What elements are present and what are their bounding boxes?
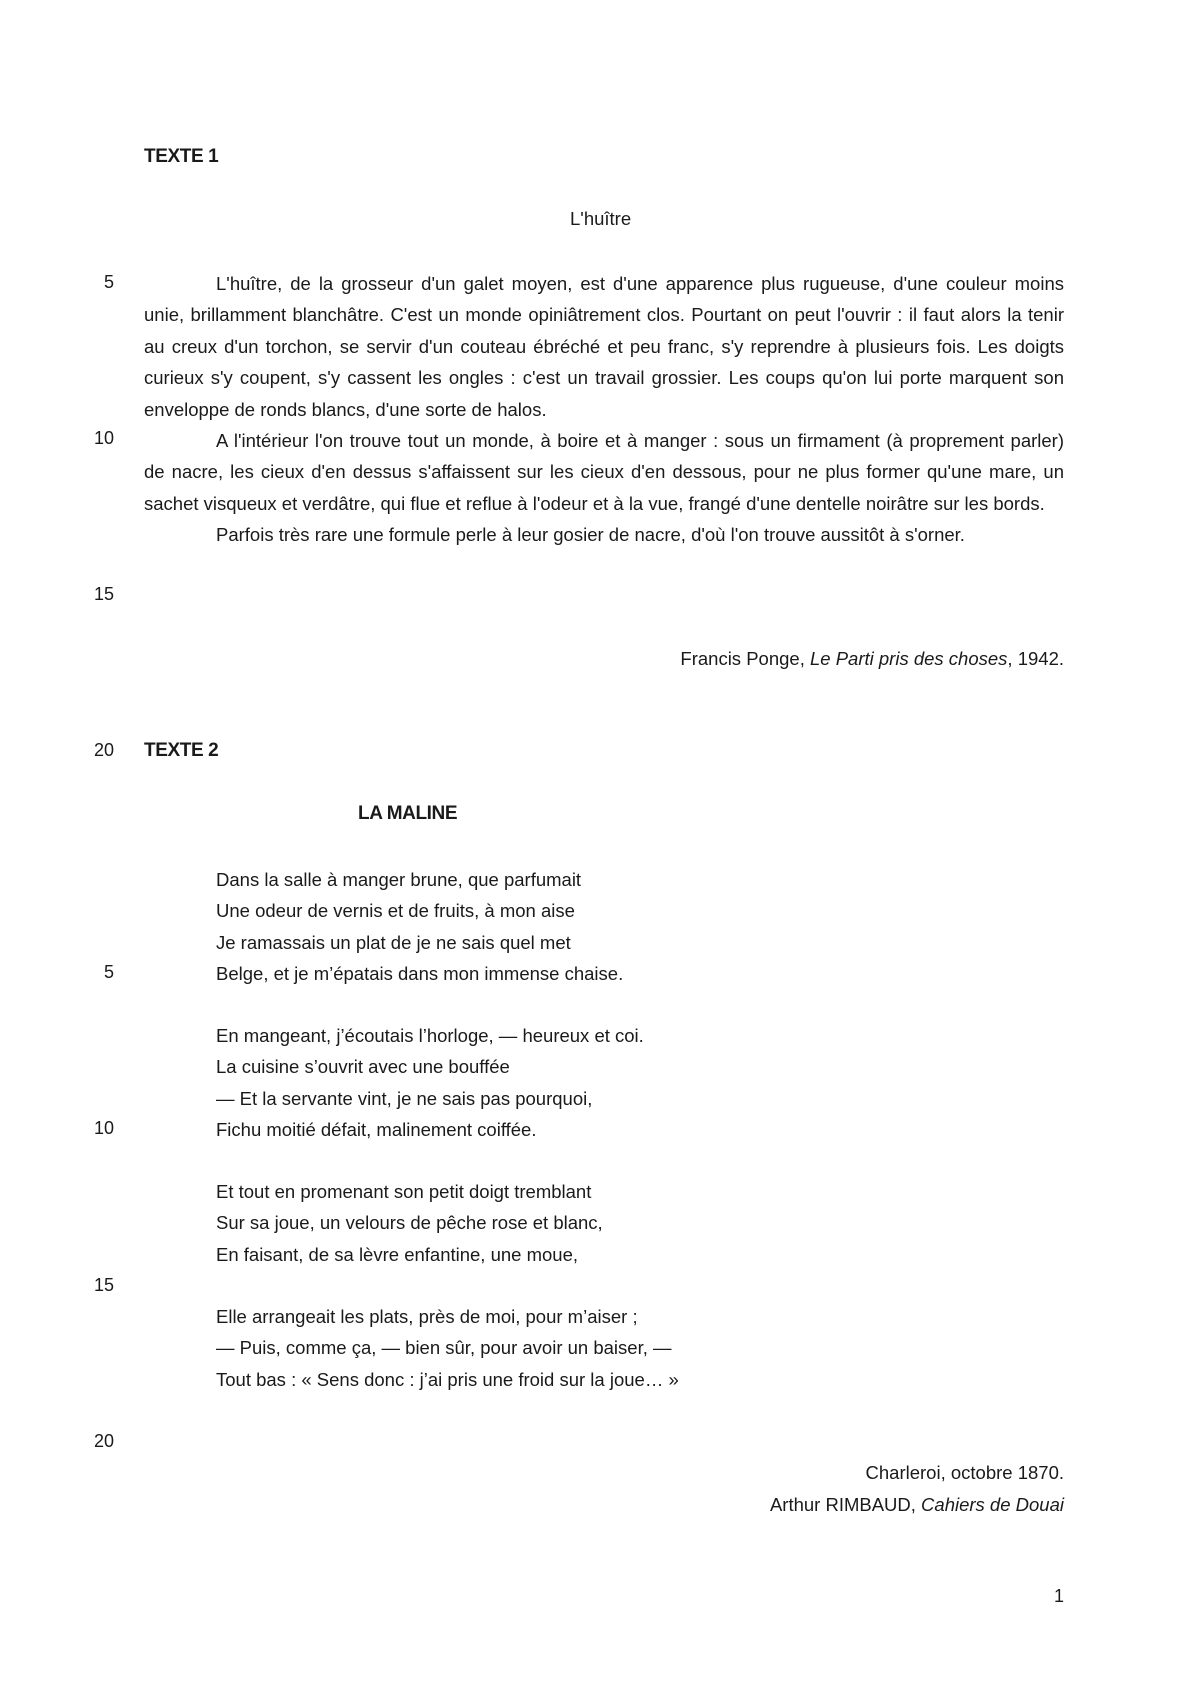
stanza — [216, 1301, 679, 1395]
citation-work: Le Parti pris des choses — [809, 648, 1008, 669]
text1-title: L'huître — [570, 208, 632, 229]
verse-line: Sur sa joue, un velours de pêche rose et blanc, — [216, 1212, 603, 1234]
line-number: 20 — [93, 740, 114, 760]
text2-label: TEXTE 2 — [144, 740, 219, 761]
text1-citation — [680, 648, 1064, 670]
line-number: 10 — [93, 1118, 114, 1138]
stanza — [216, 864, 623, 990]
verse-line: La cuisine s’ouvrit avec une bouffée — [216, 1056, 510, 1078]
stanza — [216, 1020, 644, 1146]
text1-label: TEXTE 1 — [144, 146, 219, 167]
verse-line: — Et la servante vint, je ne sais pas pourquoi, — [216, 1087, 593, 1109]
citation-author: Arthur RIMBAUD, — [769, 1494, 922, 1515]
page-number: 1 — [1053, 1586, 1064, 1606]
verse-line: En faisant, de sa lèvre enfantine, une moue, — [216, 1243, 579, 1265]
line-number: 10 — [93, 428, 114, 448]
verse-line: Dans la salle à manger brune, que parfumait — [216, 869, 582, 890]
line-number: 20 — [93, 1431, 114, 1451]
stanza — [216, 1176, 603, 1270]
line-number: 15 — [93, 1275, 114, 1295]
text1-body — [144, 268, 1064, 551]
paragraph: A l'intérieur l'on trouve tout un monde, à boire et à manger : sous un firmament (à proprement parler) de nacre, les cieux d'en dessus s'affaissent sur les cieux d'en dessous, pour ne plus former qu'une mare, un sachet visqueux et verdâtre, qui flue et reflue à l'odeur et à la vue, frangé d'une dentelle noirâtre sur les bords. — [144, 430, 1064, 514]
verse-line: Elle arrangeait les plats, près de moi, pour m’aiser ; — [216, 1306, 638, 1327]
verse-line: — Puis, comme ça, — bien sûr, pour avoir un baiser, — — [216, 1337, 672, 1359]
line-number: 15 — [93, 584, 114, 604]
text2-title: LA MALINE — [358, 803, 458, 824]
line-number: 5 — [103, 962, 114, 982]
paragraph: Parfois très rare une formule perle à leur gosier de nacre, d'où l'on trouve aussitôt à s'orner. — [216, 524, 965, 546]
text2-citation — [770, 1494, 1064, 1516]
verse-line: Belge, et je m’épatais dans mon immense chaise. — [216, 963, 624, 985]
paragraph: L'huître, de la grosseur d'un galet moyen, est d'une apparence plus rugueuse, d'une couleur moins unie, brillamment blanchâtre. C'est un monde opiniâtrement clos. Pourtant on peut l'ouvrir : il faut alors la tenir au creux d'un torchon, se servir d'un couteau ébréché et peu franc, s'y reprendre à plusieurs fois. Les doigts curieux s'y coupent, s'y cassent les ongles : c'est un travail grossier. Les coups qu'on lui porte marquent son enveloppe de ronds blancs, d'une sorte de halos. — [144, 273, 1064, 420]
citation-year: , 1942. — [1007, 648, 1064, 669]
verse-line: Je ramassais un plat de je ne sais quel met — [216, 931, 571, 953]
verse-line: En mangeant, j’écoutais l’horloge, — heureux et coi. — [216, 1025, 644, 1046]
citation-author: Francis Ponge, — [680, 648, 810, 669]
citation-work: Cahiers de Douai — [921, 1494, 1064, 1515]
verse-line: Et tout en promenant son petit doigt tremblant — [216, 1181, 592, 1202]
verse-line: Fichu moitié défait, malinement coiffée. — [216, 1119, 537, 1141]
verse-line: Une odeur de vernis et de fruits, à mon aise — [216, 900, 575, 922]
text2-place-date: Charleroi, octobre 1870. — [865, 1462, 1064, 1483]
line-number: 5 — [103, 272, 114, 292]
verse-line: Tout bas : « Sens donc : j’ai pris une froid sur la joue… » — [216, 1368, 679, 1390]
